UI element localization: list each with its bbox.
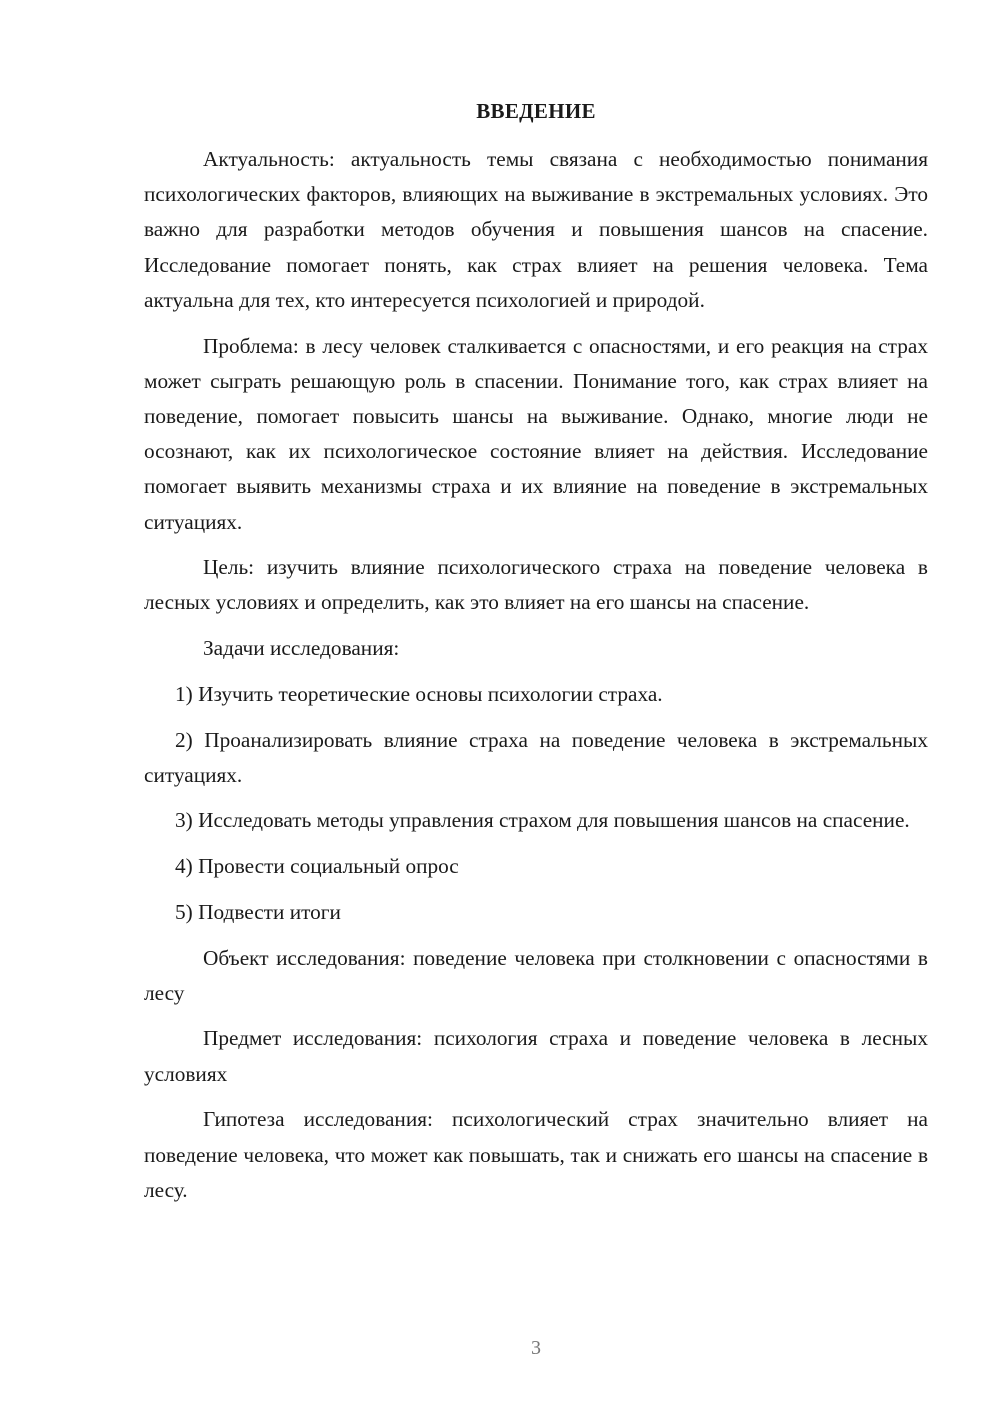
paragraph-goal: Цель: изучить влияние психологического страха на поведение человека в лесных условиях и определить, как это влияет на его шансы на спасение. xyxy=(144,555,928,615)
paragraph-subject: Предмет исследования: психология страха и поведение человека в лесных условиях xyxy=(144,1026,928,1086)
task-item-3: 3) Исследовать методы управления страхом для повышения шансов на спасение. xyxy=(175,808,910,833)
document-body xyxy=(144,142,928,1218)
paragraph-object: Объект исследования: поведение человека при столкновении с опасностями в лесу xyxy=(144,945,928,1005)
task-item-4: 4) Провести социальный опрос xyxy=(175,854,459,879)
paragraph-hypothesis: Гипотеза исследования: психологический страх значительно влияет на поведение человека, что может как повышать, так и снижать его шансы на спасение в лесу. xyxy=(144,1107,928,1202)
task-item-1: 1) Изучить теоретические основы психологии страха. xyxy=(175,681,663,706)
paragraph-tasks-heading: Задачи исследования: xyxy=(203,636,400,661)
paragraph-relevance: Актуальность: актуальность темы связана с необходимостью понимания психологических факторов, влияющих на выживание в экстремальных условиях. Это важно для разработки методов обучения и повышения шансов на спасение. Исследование помогает понять, как страх влияет на решения человека. Тема актуальна для тех, кто интересуется психологией и природой. xyxy=(144,147,928,312)
task-item-5: 5) Подвести итоги xyxy=(175,899,341,924)
task-item-2: 2) Проанализировать влияние страха на поведение человека в экстремальных ситуациях. xyxy=(144,727,928,787)
document-page xyxy=(144,0,928,1414)
page-number: 3 xyxy=(531,1337,541,1359)
section-title: ВВЕДЕНИЕ xyxy=(476,99,596,123)
paragraph-problem: Проблема: в лесу человек сталкивается с опасностями, и его реакция на страх может сыграть решающую роль в спасении. Понимание того, как страх влияет на поведение, помогает повысить шансы на выживание. Однако, многие люди не осознают, как их психологическое состояние влияет на действия. Исследование помогает выявить механизмы страха и их влияние на поведение в экстремальных ситуациях. xyxy=(144,333,928,534)
